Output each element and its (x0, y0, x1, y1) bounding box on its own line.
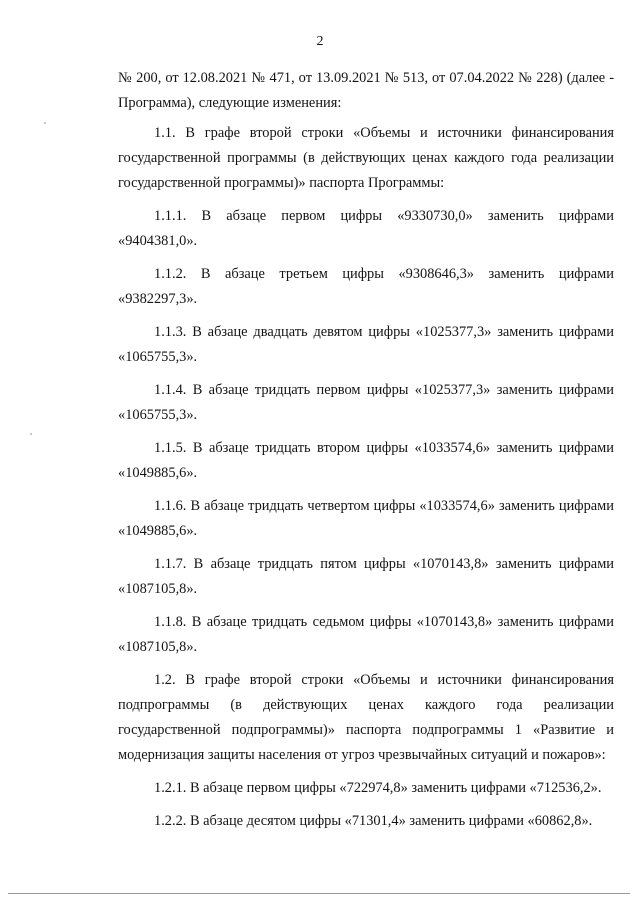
paragraph-1-1-4 (118, 378, 614, 428)
paragraph-1-1-8 (118, 610, 614, 660)
paragraph-text: 1.1.1. В абзаце первом цифры «9330730,0» заменить цифрами «9404381,0». (118, 208, 614, 249)
paragraph-text: 1.1.8. В абзаце тридцать седьмом цифры «1070143,8» заменить цифрами «1087105,8». (118, 614, 614, 655)
paragraph-1-2-1 (118, 776, 614, 801)
paragraph-1-1-2 (118, 262, 614, 312)
paragraph-text: 1.1.4. В абзаце тридцать первом цифры «1025377,3» заменить цифрами «1065755,3». (118, 382, 614, 423)
paragraph-1-1-5 (118, 436, 614, 486)
paragraph-1-1-1 (118, 204, 614, 254)
paragraph-text: 1.1. В графе второй строки «Объемы и источники финансирования государственной программы (в действующих ценах каждого года реализации государственной программы)» паспорта Программы: (118, 125, 614, 191)
scan-edge-line (8, 893, 630, 894)
paragraph-text: 1.2.2. В абзаце десятом цифры «71301,4» заменить цифрами «60862,8». (154, 813, 593, 829)
paragraph-1-1-3 (118, 320, 614, 370)
paragraph-1-1-6 (118, 494, 614, 544)
paragraph-1-1-7 (118, 552, 614, 602)
page-number: 2 (316, 34, 324, 49)
paragraph-text: 1.1.5. В абзаце тридцать втором цифры «1033574,6» заменить цифрами «1049885,6». (118, 440, 614, 481)
document-body (118, 66, 614, 834)
scan-speck (30, 433, 32, 435)
paragraph-1-2 (118, 668, 614, 768)
paragraph-text: 1.1.2. В абзаце третьем цифры «9308646,3» заменить цифрами «9382297,3». (118, 266, 614, 307)
paragraph-text: 1.1.6. В абзаце тридцать четвертом цифры «1033574,6» заменить цифрами «1049885,6». (118, 498, 614, 539)
paragraph-text: 1.1.3. В абзаце двадцать девятом цифры «1025377,3» заменить цифрами «1065755,3». (118, 324, 614, 365)
paragraph-1-2-2 (118, 809, 614, 834)
paragraph-text: 1.2.1. В абзаце первом цифры «722974,8» заменить цифрами «712536,2». (154, 780, 602, 796)
paragraph-text: № 200, от 12.08.2021 № 471, от 13.09.2021 № 513, от 07.04.2022 № 228) (далее - Программа), следующие изменения: (118, 70, 614, 111)
paragraph-1-1 (118, 121, 614, 196)
paragraph-text: 1.1.7. В абзаце тридцать пятом цифры «1070143,8» заменить цифрами «1087105,8». (118, 556, 614, 597)
scan-speck (44, 122, 46, 124)
paragraph-intro (118, 66, 614, 116)
paragraph-text: 1.2. В графе второй строки «Объемы и источники финансирования подпрограммы (в действующих ценах каждого года реализации государственной подпрограммы)» паспорта подпрограммы 1 «Развитие и модернизация защиты населения от угроз чрезвычайных ситуаций и пожаров»: (118, 672, 614, 763)
